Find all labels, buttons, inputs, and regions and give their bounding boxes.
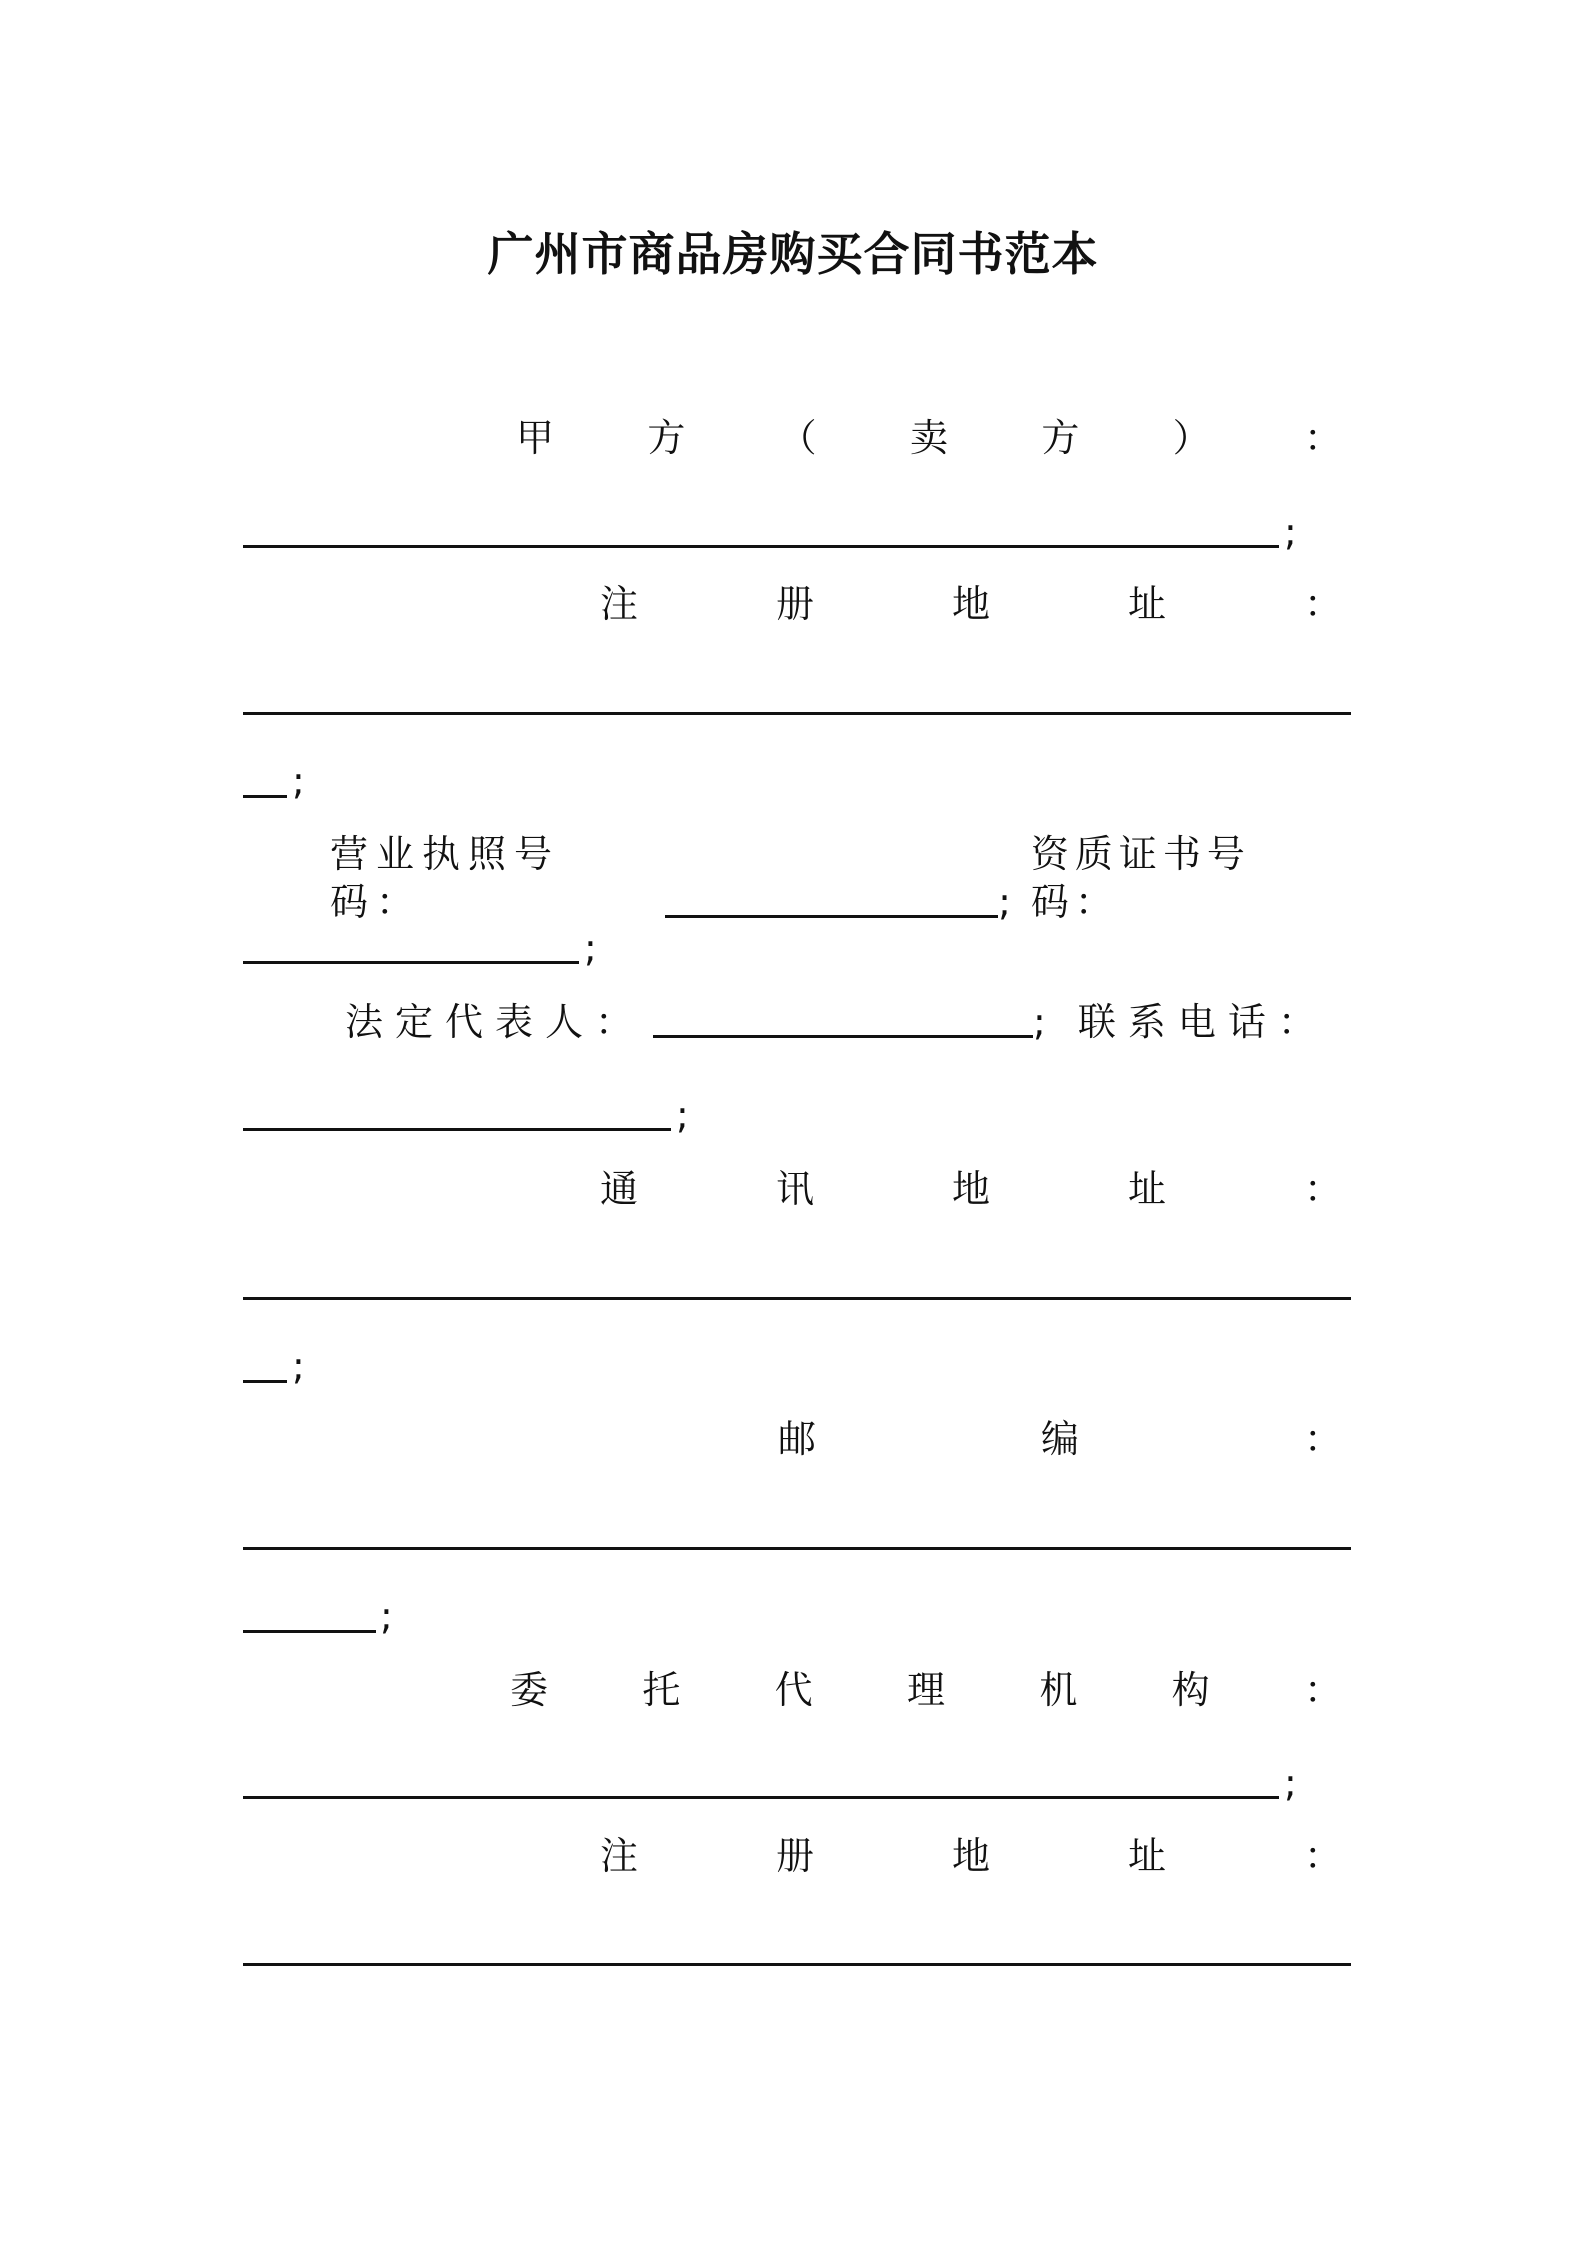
label-char: ：	[1303, 1417, 1342, 1461]
phone-semicolon: ;	[676, 1093, 689, 1137]
mail-address-semicolon: ;	[292, 1344, 305, 1388]
agency-semicolon: ;	[1284, 1761, 1297, 1805]
label-char: 甲	[516, 416, 555, 460]
license-row	[330, 830, 1338, 926]
label-char: ：	[1303, 1834, 1342, 1878]
label-char: 机	[1039, 1668, 1078, 1712]
label-char: 委	[510, 1668, 549, 1712]
reg-address-blank-cont[interactable]	[243, 795, 287, 798]
legal-rep-row	[345, 998, 1338, 1046]
label-char: 讯	[775, 1167, 814, 1211]
agency-label	[510, 1666, 1342, 1714]
label-char: 址	[1127, 582, 1166, 626]
separator: ;	[998, 880, 1019, 924]
label-char: 代	[774, 1668, 813, 1712]
mail-address-label	[600, 1165, 1342, 1213]
label-char: 注	[600, 1834, 639, 1878]
label-char: 册	[775, 1834, 814, 1878]
label-char: 地	[951, 1834, 990, 1878]
cert-semicolon: ;	[584, 926, 597, 970]
label-char: 理	[906, 1668, 945, 1712]
page-title: 广州市商品房购买合同书范本	[487, 227, 1099, 281]
label-char: 卖	[909, 416, 948, 460]
label-char: 构	[1171, 1668, 1210, 1712]
label-char: ：	[1303, 1167, 1342, 1211]
label-char: 注	[600, 582, 639, 626]
reg-address-blank[interactable]	[243, 712, 1351, 715]
mail-address-blank[interactable]	[243, 1297, 1351, 1300]
party-a-label	[516, 414, 1342, 462]
label-char: 地	[951, 582, 990, 626]
phone-blank[interactable]	[243, 1128, 671, 1131]
label-char: ）	[1172, 416, 1211, 460]
agency-reg-address-label	[600, 1832, 1342, 1880]
postcode-semicolon: ;	[380, 1594, 393, 1638]
label-char: 址	[1127, 1167, 1166, 1211]
label-char: ：	[1303, 582, 1342, 626]
party-a-blank[interactable]	[243, 545, 1279, 548]
label-char: 方	[647, 416, 686, 460]
cert-label: 资质证书号码：	[1030, 832, 1251, 924]
label-char: 地	[951, 1167, 990, 1211]
legal-rep-blank[interactable]	[653, 1035, 1033, 1038]
label-char: （	[778, 416, 817, 460]
postcode-blank-cont[interactable]	[243, 1630, 376, 1633]
postcode-label	[778, 1415, 1342, 1463]
label-char: 托	[642, 1668, 681, 1712]
label-char: 编	[1040, 1417, 1079, 1461]
legal-rep-label: 法定代表人：	[345, 1000, 646, 1044]
cert-number-blank[interactable]	[243, 961, 579, 964]
license-label: 营业执照号码：	[330, 832, 561, 924]
reg-address-semicolon: ;	[292, 759, 305, 803]
label-char: 册	[775, 582, 814, 626]
agency-reg-address-blank[interactable]	[243, 1963, 1351, 1966]
postcode-blank[interactable]	[243, 1547, 1351, 1550]
label-char: ：	[1303, 416, 1342, 460]
license-number-blank[interactable]	[665, 915, 998, 918]
party-a-semicolon: ;	[1284, 510, 1297, 554]
label-char: 址	[1127, 1834, 1166, 1878]
agency-blank[interactable]	[243, 1796, 1279, 1799]
mail-address-blank-cont[interactable]	[243, 1380, 287, 1383]
phone-label: 联系电话：	[1077, 1000, 1328, 1044]
separator: ;	[1033, 1000, 1054, 1044]
label-char: 通	[600, 1167, 639, 1211]
label-char: 邮	[778, 1417, 817, 1461]
label-char: 方	[1041, 416, 1080, 460]
label-char: ：	[1303, 1668, 1342, 1712]
reg-address-label	[600, 580, 1342, 628]
